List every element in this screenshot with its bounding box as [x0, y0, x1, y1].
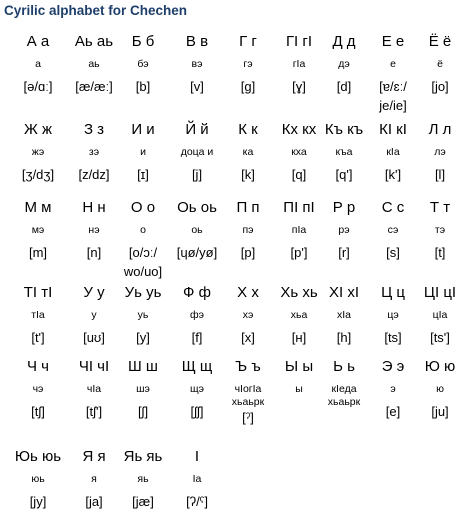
letter-name: чIа: [86, 383, 102, 395]
cyrillic-letter: И и: [131, 121, 155, 138]
cyrillic-letter: М м: [24, 199, 52, 216]
cyrillic-letter: Н н: [82, 199, 106, 216]
letter-cell: [9, 200, 67, 259]
cyrillic-letter: Юь юь: [14, 448, 62, 465]
cyrillic-letter: У у: [83, 284, 105, 301]
cyrillic-letter: ТI тI: [23, 284, 53, 301]
cyrillic-letter: Х х: [237, 284, 259, 301]
letter-cell: [9, 449, 67, 508]
letter-name: къа: [335, 146, 353, 158]
ipa-transcription: [tʃ']: [85, 403, 103, 419]
letter-name: цэ: [387, 309, 399, 321]
ipa-transcription: [t]: [434, 244, 446, 260]
letter-cell: [411, 285, 469, 344]
cyrillic-letter: З з: [83, 121, 105, 138]
cyrillic-letter: КI кI: [379, 121, 407, 138]
letter-cell: [219, 359, 277, 424]
letter-name: чIогIа: [234, 383, 262, 395]
letter-cell: [168, 449, 226, 508]
letter-name: сэ: [387, 224, 399, 236]
ipa-transcription: [y]: [136, 329, 150, 345]
letter-name: я: [91, 473, 97, 485]
ipa-transcription: [b]: [135, 78, 151, 94]
cyrillic-letter: Кх кх: [281, 121, 317, 138]
ipa-transcription: [ts]: [384, 329, 402, 345]
cyrillic-letter: I: [194, 448, 200, 465]
cyrillic-letter: Ь ь: [333, 358, 355, 375]
letter-name: у: [91, 309, 97, 321]
letter-name: ка: [242, 146, 254, 158]
letter-name-line2: хьаьрк: [231, 395, 265, 408]
letter-cell: [219, 285, 277, 344]
cyrillic-letter: Д д: [332, 33, 356, 50]
ipa-transcription: [æ/æː]: [75, 78, 113, 94]
ipa-transcription: [ə/ɑː]: [23, 78, 53, 94]
cyrillic-letter: С с: [381, 199, 405, 216]
ipa-transcription: [q]: [291, 166, 307, 182]
cyrillic-letter: Ч ч: [27, 358, 49, 375]
cyrillic-letter: Г г: [239, 33, 257, 50]
letter-name: кIа: [386, 146, 400, 158]
letter-cell: [9, 122, 67, 181]
letter-name: о: [140, 224, 146, 236]
ipa-transcription: [n]: [86, 244, 102, 260]
ipa-transcription: [l]: [434, 166, 446, 182]
letter-cell: [411, 359, 469, 418]
letter-name: яь: [137, 473, 149, 485]
cyrillic-letter: Б б: [131, 33, 155, 50]
cyrillic-letter: Ё ё: [428, 33, 452, 50]
cyrillic-letter: ПI пI: [283, 199, 315, 216]
ipa-transcription-line2: je/ie]: [379, 97, 407, 113]
letter-name: хIа: [336, 309, 351, 321]
ipa-transcription: [k']: [384, 166, 402, 182]
ipa-transcription: [ja]: [85, 493, 103, 509]
ipa-transcription: [uʊ]: [83, 329, 105, 345]
cyrillic-letter: Т т: [429, 199, 451, 216]
cyrillic-letter: Аь аь: [74, 33, 114, 50]
letter-cell: [114, 285, 172, 344]
letter-name: чэ: [32, 383, 44, 395]
letter-name: ы: [295, 383, 303, 395]
letter-name: кха: [291, 146, 307, 158]
letter-name: ё: [437, 58, 443, 70]
ipa-transcription: [jo]: [431, 78, 449, 94]
ipa-transcription: [ʜ]: [291, 329, 307, 345]
letter-name: э: [390, 383, 396, 395]
cyrillic-letter: Ж ж: [23, 121, 53, 138]
letter-name: Iа: [192, 473, 202, 485]
cyrillic-letter: Й й: [185, 121, 209, 138]
ipa-transcription: [ʔ/ˤ]: [186, 493, 208, 509]
letter-name: гIа: [292, 58, 306, 70]
ipa-transcription: [ɥø/yø]: [176, 244, 218, 260]
letter-name: оь: [191, 224, 203, 236]
cyrillic-letter: Уь уь: [124, 284, 162, 301]
ipa-transcription: [e]: [385, 403, 401, 419]
cyrillic-letter: Яь яь: [123, 448, 163, 465]
letter-name: а: [35, 58, 41, 70]
ipa-transcription: [ɐ/ɛː/: [379, 78, 407, 94]
letter-name: юь: [31, 473, 45, 485]
ipa-transcription: [m]: [28, 244, 48, 260]
letter-name: хьа: [290, 309, 308, 321]
ipa-transcription: [p]: [240, 244, 256, 260]
ipa-transcription: [t']: [31, 329, 45, 345]
cyrillic-letter: Къ къ: [324, 121, 364, 138]
letter-name: жэ: [31, 146, 45, 158]
letter-cell: [168, 34, 226, 93]
letter-cell: [114, 34, 172, 93]
ipa-transcription: [g]: [240, 78, 256, 94]
cyrillic-letter: Э э: [381, 358, 405, 375]
letter-name: фэ: [190, 309, 204, 321]
letter-cell: [219, 34, 277, 93]
letter-cell: [114, 122, 172, 181]
cyrillic-letter: ХI хI: [328, 284, 359, 301]
letter-cell: [411, 34, 469, 93]
letter-name: рэ: [338, 224, 350, 236]
cyrillic-letter: К к: [238, 121, 258, 138]
letter-name: бэ: [137, 58, 149, 70]
letter-name: доца и: [180, 146, 214, 158]
letter-name: шэ: [136, 383, 150, 395]
letter-cell: [411, 200, 469, 259]
ipa-transcription: [ɣ]: [292, 78, 306, 94]
page-title: Cyrilic alphabet for Chechen: [4, 3, 188, 18]
letter-cell: [114, 200, 172, 278]
cyrillic-letter: Ш ш: [128, 358, 158, 375]
letter-cell: [9, 285, 67, 344]
cyrillic-letter: А а: [26, 33, 50, 50]
letter-cell: [411, 122, 469, 181]
cyrillic-letter: В в: [185, 33, 209, 50]
letter-cell: [168, 122, 226, 181]
letter-name: ю: [436, 383, 444, 395]
letter-cell: [114, 359, 172, 418]
letter-cell: [9, 359, 67, 418]
letter-name: мэ: [31, 224, 45, 236]
cyrillic-letter: Ы ы: [284, 358, 314, 375]
cyrillic-letter: Я я: [82, 448, 106, 465]
ipa-transcription-line2: wo/uo]: [123, 263, 163, 279]
letter-name-line2: хьаьрк: [327, 395, 361, 408]
cyrillic-letter: Оь оь: [177, 199, 217, 216]
ipa-transcription: [v]: [190, 78, 204, 94]
letter-name: щэ: [190, 383, 204, 395]
letter-cell: [114, 449, 172, 508]
letter-name: цIа: [432, 309, 448, 321]
ipa-transcription: [h]: [336, 329, 352, 345]
letter-cell: [219, 122, 277, 181]
letter-name: тэ: [434, 224, 446, 236]
cyrillic-letter: Щ щ: [181, 358, 213, 375]
letter-name: гэ: [243, 58, 253, 70]
letter-cell: [9, 34, 67, 93]
ipa-transcription: [ˀ]: [242, 410, 254, 425]
ipa-transcription: [z/dz]: [78, 166, 110, 182]
ipa-transcription: [s]: [386, 244, 400, 260]
cyrillic-letter: П п: [236, 199, 260, 216]
cyrillic-letter: ЦI цI: [423, 284, 457, 301]
ipa-transcription: [x]: [241, 329, 255, 345]
cyrillic-letter: ГI гI: [285, 33, 313, 50]
letter-name: лэ: [434, 146, 446, 158]
letter-name: пэ: [242, 224, 254, 236]
ipa-transcription: [q']: [335, 166, 353, 182]
ipa-transcription: [o/ɔː/: [128, 244, 158, 260]
letter-cell: [168, 359, 226, 418]
letter-name: кIеда: [331, 383, 357, 395]
ipa-transcription: [ts']: [430, 329, 450, 345]
ipa-transcription: [jy]: [29, 493, 47, 509]
ipa-transcription: [f]: [191, 329, 203, 345]
cyrillic-letter: ЧI чI: [78, 358, 110, 375]
letter-cell: [219, 200, 277, 259]
cyrillic-letter: Ф ф: [183, 284, 211, 301]
letter-name: нэ: [88, 224, 100, 236]
ipa-transcription: [ju]: [431, 403, 449, 419]
letter-name: е: [390, 58, 396, 70]
ipa-transcription: [p']: [290, 244, 308, 260]
cyrillic-letter: Л л: [428, 121, 452, 138]
ipa-transcription: [ʒ/dʒ]: [21, 166, 55, 182]
letter-name: уь: [137, 309, 149, 321]
letter-cell: [168, 200, 226, 259]
letter-name: вэ: [191, 58, 203, 70]
cyrillic-letter: Ъ ъ: [235, 358, 261, 375]
ipa-transcription: [d]: [336, 78, 352, 94]
cyrillic-letter: Хь хь: [280, 284, 318, 301]
letter-name: зэ: [88, 146, 100, 158]
cyrillic-letter: Е е: [381, 33, 405, 50]
letter-name: дэ: [338, 58, 350, 70]
cyrillic-letter: Ю ю: [424, 358, 456, 375]
ipa-transcription: [ɪ]: [137, 166, 149, 182]
cyrillic-letter: Ц ц: [381, 284, 405, 301]
letter-name: пIа: [291, 224, 307, 236]
letter-name: хэ: [242, 309, 254, 321]
letter-name: тIа: [31, 309, 45, 321]
cyrillic-letter: Р р: [332, 199, 356, 216]
ipa-transcription: [k]: [241, 166, 255, 182]
letter-cell: [168, 285, 226, 344]
ipa-transcription: [jæ]: [132, 493, 154, 509]
cyrillic-letter: О о: [130, 199, 156, 216]
letter-name: аь: [88, 58, 100, 70]
ipa-transcription: [r]: [338, 244, 350, 260]
letter-name: и: [140, 146, 146, 158]
ipa-transcription: [ʃʃ]: [190, 403, 204, 419]
ipa-transcription: [tʃ]: [31, 403, 45, 419]
ipa-transcription: [j]: [191, 166, 203, 182]
ipa-transcription: [ʃ]: [137, 403, 149, 419]
